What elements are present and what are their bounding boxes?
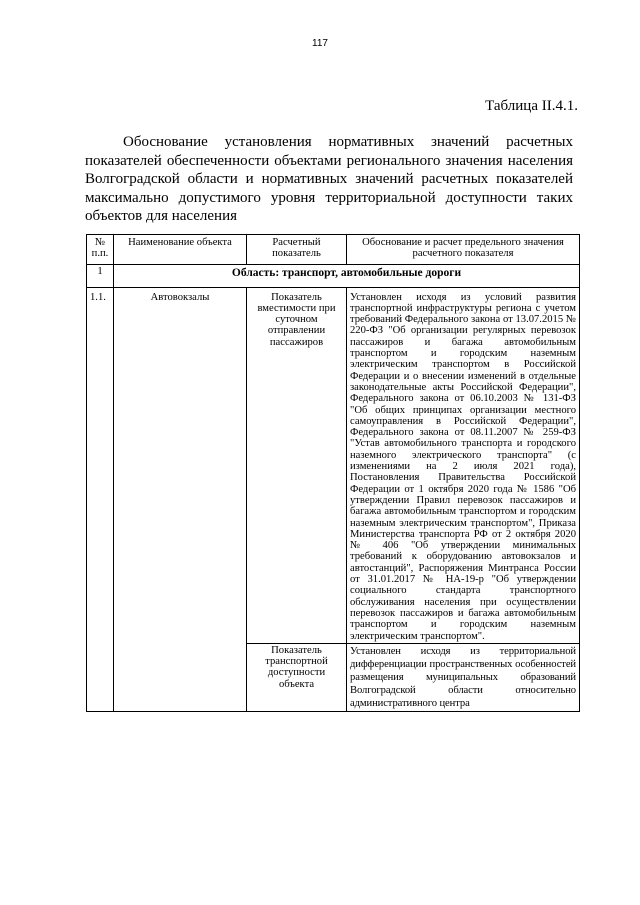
- page-number: 117: [312, 38, 328, 49]
- table-row: [87, 287, 580, 643]
- section-title: Область: транспорт, автомобильные дороги: [114, 264, 580, 287]
- table-label: Таблица II.4.1.: [485, 98, 578, 114]
- row-basis-1: Установлен исходя из условий развития транспортной инфраструктуры региона с учетом требований Федерального закона от 13.07.2015 № 220-ФЗ "Об организации регулярных перевозок пассажиров и багажа автомобильным транспортом и городским наземным электрическим транспортом в Российской Федерации и о внесении изменений в отдельные законодательные акты Российской Федерации", Федерального закона от 06.10.2003 № 131-ФЗ "Об общих принципах организации местного самоуправления в Российской Федерации", Федерального закона от 08.11.2007 № 259-ФЗ "Устав автомобильного транспорта и городского наземного электрического транспорта" (с изменениями на 2 июля 2021 года), Постановления Правительства Российской Федерации от 1 октября 2020 года № 1586 "Об утверждении Правил перевозок пассажиров и багажа автомобильным транспортом и городским наземным электрическим транспортом", Приказа Министерства транспорта РФ от 2 октября 2020 № 406 "Об утверждении минимальных требований к оборудованию автовокзалов и автостанций", Распоряжения Минтранса России от 31.01.2017 № НА-19-р "Об утверждении социального стандарта транспортного обслуживания населения при осуществлении перевозок пассажиров и багажа автомобильным транспортом и городским наземным электрическим транспортом".: [347, 287, 580, 643]
- header-num: № п.п.: [87, 235, 114, 265]
- section-row: [87, 264, 580, 287]
- row-indicator-2: Показатель транспортной доступности объекта: [247, 643, 347, 711]
- row-name: Автовокзалы: [114, 287, 247, 711]
- document-title: Обоснование установления нормативных значений расчетных показателей обеспеченности объектами регионального значения населения Волгоградской области и нормативных значений расчетных показателей максимально допустимого уровня территориальной доступности таких объектов для населения: [85, 134, 573, 224]
- header-name: Наименование объекта: [114, 235, 247, 265]
- table-header-row: [87, 235, 580, 265]
- header-basis: Обоснование и расчет предельного значения расчетного показателя: [347, 235, 580, 265]
- justification-table: [86, 234, 580, 712]
- row-num: 1.1.: [87, 287, 114, 711]
- row-basis-2: Установлен исходя из территориальной дифференциации пространственных особенностей размещения муниципальных образований Волгоградской области относительно административного центра: [347, 643, 580, 711]
- header-indicator: Расчетный показатель: [247, 235, 347, 265]
- row-indicator-1: Показатель вместимости при суточном отправлении пассажиров: [247, 287, 347, 643]
- section-num: 1: [87, 264, 114, 287]
